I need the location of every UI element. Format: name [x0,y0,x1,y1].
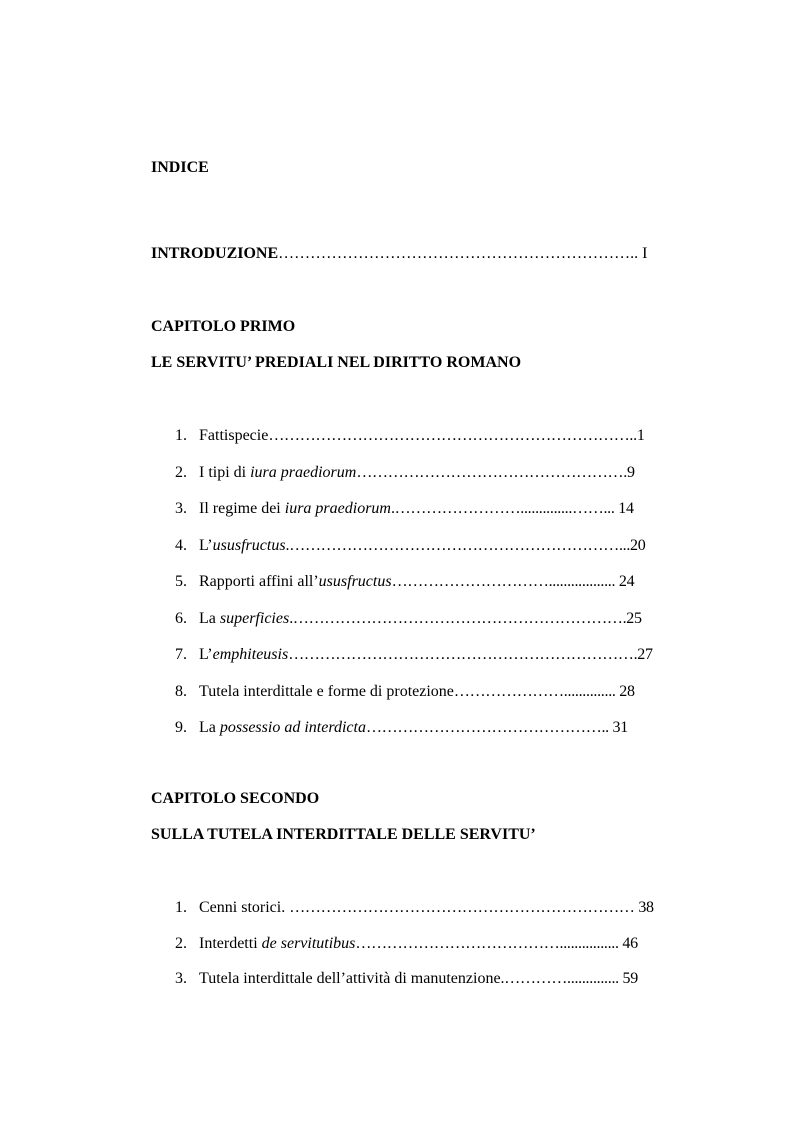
entry-leader-page: ………………………………………………………….27 [288,646,653,663]
entry-number: 1. [175,899,187,916]
index-title: INDICE [151,159,209,176]
entry-text: Tutela interdittale e forme di protezione [199,682,454,700]
entry-text: L’ [199,536,213,554]
toc-entry[interactable] [175,538,645,554]
entry-leader-page: ……………………………………………………………..1 [268,427,645,444]
toc-entry[interactable] [175,465,635,481]
intro-entry[interactable] [151,246,647,262]
chapter1-title: LE SERVITU’ PREDIALI NEL DIRITTO ROMANO [151,354,522,371]
entry-number: 2. [175,934,187,952]
entry-text: I tipi di [199,463,251,481]
entry-italic-text: iura praediorum [250,463,357,481]
intro-label: INTRODUZIONE [151,245,279,262]
intro-leader: ………………………………………………………….. I [278,245,648,262]
entry-leader-page: ………………………………………………………… 38 [289,899,654,916]
entry-number: 1. [175,427,187,444]
entry-number: 9. [175,719,187,736]
entry-number: 5. [175,573,187,590]
toc-entry[interactable] [175,647,653,663]
entry-leader-page: …………………………………………….9 [356,463,635,481]
entry-text: Cenni storici. [199,899,290,916]
entry-leader-page: …………………………………................ 46 [355,934,638,952]
entry-leader-page: .………………………………………………………...20 [285,536,646,554]
entry-text: La [199,719,220,736]
entry-number: 2. [175,463,187,481]
toc-entry[interactable] [175,971,638,987]
entry-text: Il regime dei [199,500,285,517]
entry-italic-text: ususfructus [212,536,286,554]
entry-text: La [199,609,220,627]
entry-number: 8. [175,682,187,700]
entry-leader-page: .………….............. 59 [500,970,638,987]
toc-entry[interactable] [175,611,642,627]
entry-text: L’ [199,646,213,663]
entry-italic-text: possessio ad interdicta [219,719,366,736]
entry-text: Interdetti [199,934,262,952]
toc-entry[interactable] [175,936,638,952]
entry-text: Tutela interdittale dell’attività di manutenzione [199,970,501,987]
entry-text: Rapporti affini all’ [199,573,319,590]
toc-entry[interactable] [175,720,628,736]
entry-number: 3. [175,500,187,517]
toc-entry[interactable] [175,574,634,590]
entry-italic-text: de servitutibus [261,934,356,952]
entry-leader-page: ………………………….................. 24 [391,573,635,590]
toc-entry[interactable] [175,501,634,517]
chapter2-heading: CAPITOLO SECONDO [151,790,320,807]
entry-leader-page: ……………………………………….. 31 [365,719,628,736]
entry-italic-text: iura praediorum [284,500,391,517]
chapter2-title: SULLA TUTELA INTERDITTALE DELLE SERVITU’ [151,826,536,843]
entry-number: 7. [175,646,187,663]
entry-text: Fattispecie [199,427,269,444]
entry-leader-page: .……………………..............……... 14 [390,500,634,517]
entry-leader-page: ………………….............. 28 [453,682,635,700]
entry-italic-text: superficies [219,609,290,627]
toc-entry[interactable] [175,428,645,444]
entry-italic-text: ususfructus [318,573,392,590]
entry-leader-page: .……………………………………………………….25 [289,609,642,627]
toc-entry[interactable] [175,684,635,700]
entry-number: 3. [175,970,187,987]
entry-italic-text: emphiteusis [212,646,289,663]
entry-number: 6. [175,609,187,627]
toc-entry[interactable] [175,900,654,916]
entry-number: 4. [175,536,187,554]
chapter1-heading: CAPITOLO PRIMO [151,318,296,335]
